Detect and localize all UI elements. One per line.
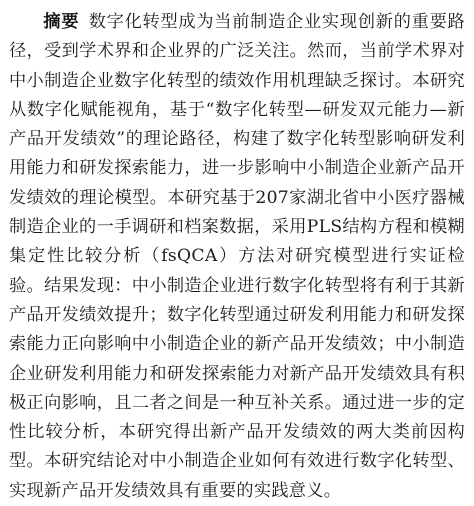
abstract-label: 摘要 (43, 12, 80, 32)
abstract-body: 数字化转型成为当前制造企业实现创新的重要路径，受到学术界和企业界的广泛关注。然而，当前学术界对中小制造企业数字化转型的绩效作用机理缺乏探讨。本研究从数字化赋能视角，基于“数字化转型—研发双元能力—新产品开发绩效”的理论路径，构建了数字化转型影响研发利用能力和研发探索能力，进一步影响中小制造企业新产品开发绩效的理论模型。本研究基于207家湖北省中小医疗器械制造企业的一手调研和档案数据，采用PLS结构方程和模糊集定性比较分析（fsQCA）方法对研究模型进行实证检验。结果发现：中小制造企业进行数字化转型将有利于其新产品开发绩效提升；数字化转型通过研发利用能力和研发探索能力正向影响中小制造企业的新产品开发绩效；中小制造企业研发利用能力和研发探索能力对新产品开发绩效具有积极正向影响，且二者之间是一种互补关系。通过进一步的定性比较分析，本研究得出新产品开发绩效的两大类前因构型。本研究结论对中小制造企业如何有效进行数字化转型、实现新产品开发绩效具有重要的实践意义。 (9, 12, 465, 501)
abstract-paragraph (9, 8, 465, 506)
abstract-section (9, 8, 465, 506)
